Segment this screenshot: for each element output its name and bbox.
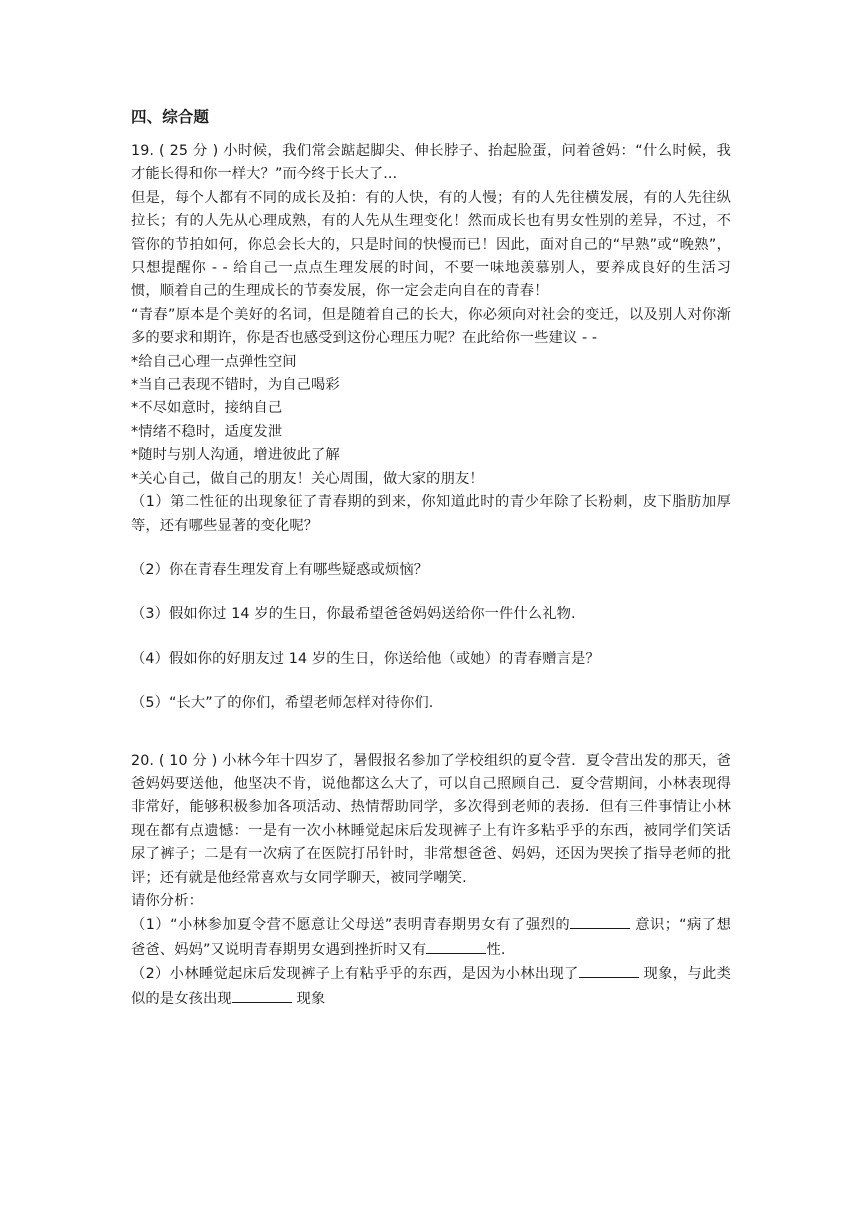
q20-s1-text-b: 意识；“病了想爸爸、妈妈”又说明青春期男女遇到挫折时又有: [131, 917, 731, 958]
answer-space: [131, 582, 731, 603]
q20-s2-text-a: （2）小林睡觉起床后发现裤子上有粘乎乎的东西，是因为小林出现了: [131, 966, 579, 983]
question-spacer: [131, 716, 731, 750]
answer-space: [131, 671, 731, 692]
fill-in-blank[interactable]: [426, 938, 486, 954]
q20-s2-text-c: 现象: [296, 990, 326, 1007]
answer-space: [131, 627, 731, 648]
q19-tip: *关心自己，做自己的朋友！关心周围，做大家的朋友！: [131, 470, 484, 487]
q19-tip: *随时与别人沟通，增进彼此了解: [131, 447, 340, 464]
q19-sub-question-4: （4）假如你的好朋友过 14 岁的生日，你送给他（或她）的青春赠言是？: [131, 650, 600, 667]
q19-sub-question-2: （2）你在青春生理发育上有哪些疑惑或烦恼？: [131, 561, 429, 578]
q20-intro: 20. ( 10 分 ) 小林今年十四岁了，暑假报名参加了学校组织的夏令营．夏令营出发的那天，爸爸妈妈要送他，他坚决不肯，说他都这么大了，可以自己照顾自己．夏令营期间，小林表现得非常好，能够积极参加各项活动、热情帮助同学，多次得到老师的表扬．但有三件事情让小林现在都有点遗憾：一是有一次小林睡觉起床后发现裤子上有许多粘乎乎的东西，被同学们笑话尿了裤子；二是有一次病了在医院打吊针时，非常想爸爸、妈妈，还因为哭挨了指导老师的批评；还有就是他经常喜欢与女同学聊天，被同学嘲笑.: [131, 752, 731, 886]
q20-sub-question-1: [131, 913, 731, 962]
q19-tip: *情绪不稳时，适度发泄: [131, 423, 283, 440]
q20-s1-text-a: （1）“小林参加夏令营不愿意让父母送”表明青春期男女有了强烈的: [131, 917, 571, 934]
fill-in-blank[interactable]: [579, 962, 639, 978]
q19-tip: *给自己心理一点弹性空间: [131, 353, 297, 370]
q19-tip: *当自己表现不错时，为自己喝彩: [131, 377, 340, 394]
q19-paragraph-2: “青春”原本是个美好的名词，但是随着自己的长大，你必须向对社会的变迁，以及别人对你渐多的要求和期许，你是否也感受到这份心理压力呢？在此给你一些建议 - -: [131, 306, 731, 347]
fill-in-blank[interactable]: [570, 913, 630, 929]
q20-sub-question-2: [131, 962, 731, 1011]
q20-prompt: 请你分析：: [131, 892, 203, 909]
q19-sub-question-5: （5）“长大”了的你们，希望老师怎样对待你们.: [131, 695, 434, 712]
answer-space: [131, 538, 731, 559]
document-content: [131, 104, 731, 1011]
section-title: 四、综合题: [131, 108, 210, 126]
q20-s2-text-b: 现象，与此类似的是女孩出现: [131, 966, 731, 1007]
q19-tip: *不尽如意时，接纳自己: [131, 400, 283, 417]
q19-sub-question-3: （3）假如你过 14 岁的生日，你最希望爸爸妈妈送给你一件什么礼物.: [131, 606, 576, 623]
fill-in-blank[interactable]: [232, 987, 292, 1003]
q19-intro: 19. ( 25 分 ) 小时候，我们常会踮起脚尖、伸长脖子、抬起脸蛋，问着爸妈：“什么时候，我才能长得和你一样大？”而今终于长大了...: [131, 143, 731, 183]
q19-sub-question-1: （1）第二性征的出现象征了青春期的到来，你知道此时的青少年除了长粉刺，皮下脂肪加厚等，还有哪些显著的变化呢？: [131, 494, 731, 534]
q20-s1-text-c: 性.: [486, 941, 506, 958]
q19-paragraph-1: 但是，每个人都有不同的成长及拍：有的人快，有的人慢；有的人先往横发展，有的人先往纵拉长；有的人先从心理成熟，有的人先从生理变化！然而成长也有男女性别的差异，不过，不管你的节拍如何，你总会长大的，只是时间的快慢而已！因此，面对自己的“早熟”或“晚熟”，只想提醒你 - - 给自己一点点生理发展的时间，不要一味地羡慕别人，要养成良好的生活习惯，顺着自己的生理成长的节奏发展，你一定会走向自在的青春！: [131, 189, 731, 300]
